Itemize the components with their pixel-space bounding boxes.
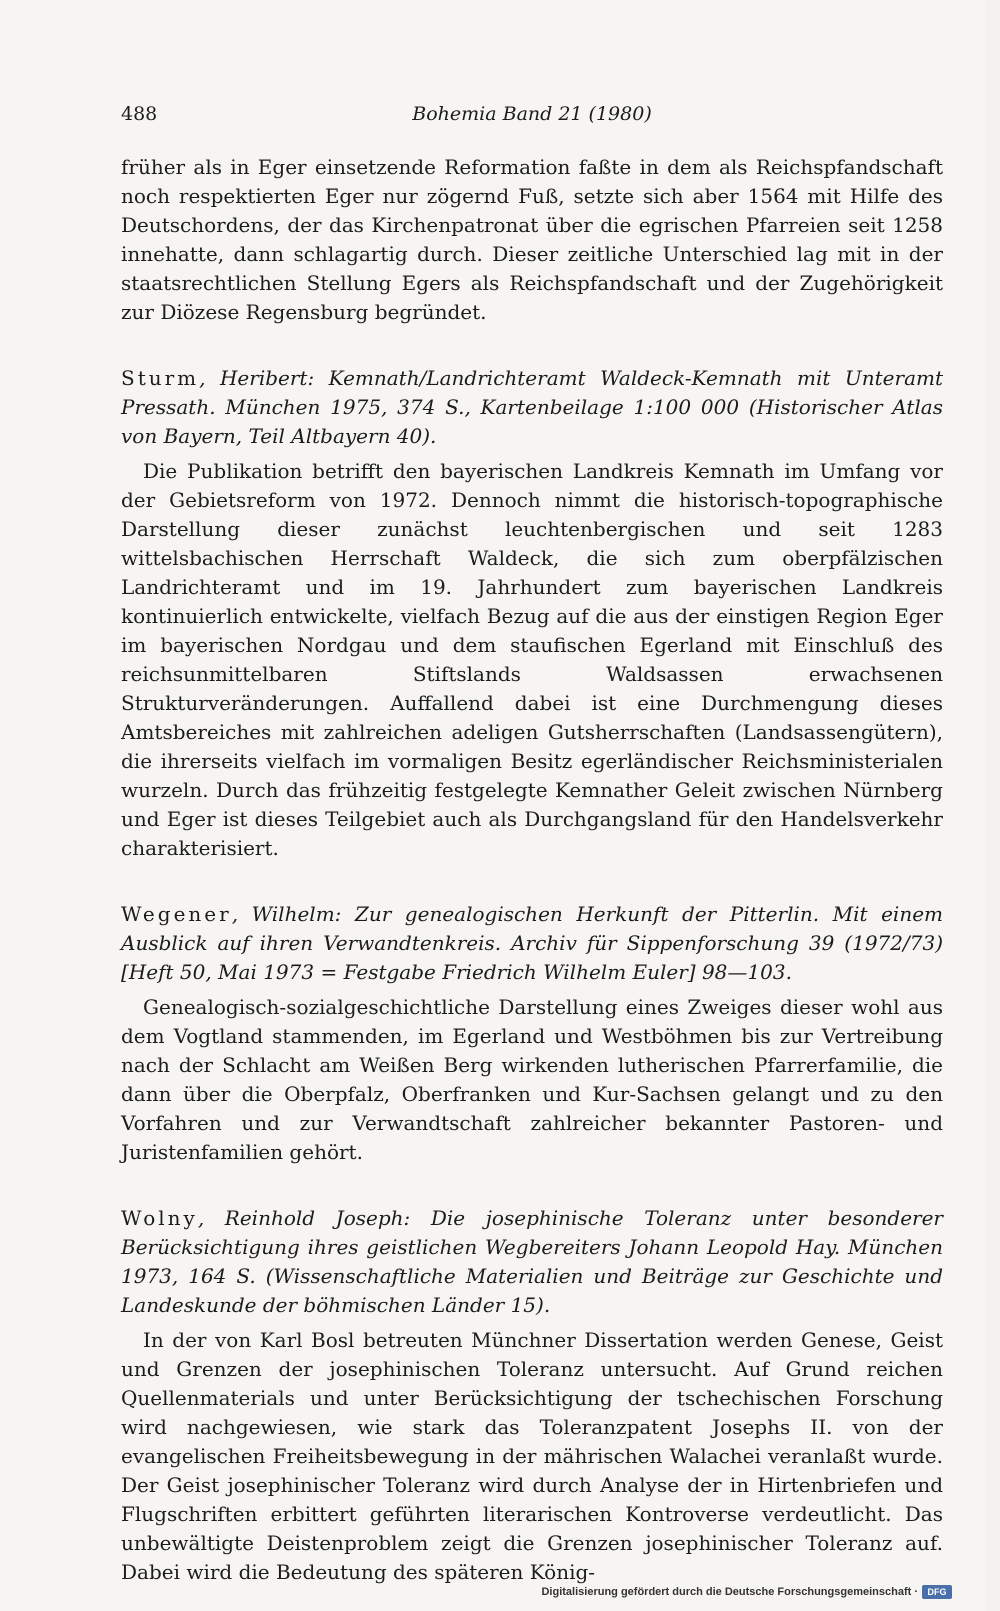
citation	[121, 364, 943, 451]
digitization-footer	[541, 1585, 952, 1599]
author-name: Wolny	[121, 1206, 198, 1230]
author-name: Sturm	[121, 366, 200, 390]
page-header	[121, 103, 943, 129]
page-body	[121, 153, 943, 1587]
citation	[121, 900, 943, 987]
bibliography-entry-wegener	[121, 900, 943, 1167]
bibliography-entry-wolny	[121, 1204, 943, 1587]
citation	[121, 1204, 943, 1320]
intro-paragraph: früher als in Eger einsetzende Reformation faßte in dem als Reichspfandschaft noch respektierten Eger nur zögernd Fuß, setzte sich aber 1564 mit Hilfe des Deutschordens, der das Kirchenpatronat über die egrischen Pfarreien seit 1258 innehatte, dann schlagartig durch. Dieser zeitliche Unterschied lag mit in der staatsrechtlichen Stellung Egers als Reichspfandschaft und der Zugehörigkeit zur Diözese Regensburg begründet.	[121, 155, 943, 324]
running-title: Bohemia Band 21 (1980)	[412, 103, 652, 125]
footer-credit: Digitalisierung gefördert durch die Deutsche Forschungsgemeinschaft ·	[541, 1586, 918, 1598]
review-text: Die Publikation betrifft den bayerischen Landkreis Kemnath im Umfang vor der Gebietsreform von 1972. Dennoch nimmt die historisch-topographische Darstellung dieser zunächst leuchtenbergischen und seit 1283 wittelsbachischen Herrschaft Waldeck, die sich zum oberpfälzischen Landrichteramt und im 19. Jahrhundert zum bayerischen Landkreis kontinuierlich entwickelte, vielfach Bezug auf die aus der einstigen Region Eger im bayerischen Nordgau und dem staufischen Egerland mit Einschluß des reichsunmittelbaren Stiftslands Waldsassen erwachsenen Strukturveränderungen. Auffallend dabei ist eine Durchmengung dieses Amtsbereiches mit zahlreichen adeligen Gutsherrschaften (Landsassengütern), die ihrerseits vielfach im vormaligen Besitz egerländischer Reichsministerialen wurzeln. Durch das frühzeitig festgelegte Kemnather Geleit zwischen Nürnberg und Eger ist dieses Teilgebiet auch als Durchgangsland für den Handelsverkehr charakterisiert.	[121, 459, 943, 860]
citation-details: , Wilhelm: Zur genealogischen Herkunft der Pitterlin. Mit einem Ausblick auf ihren Verwandtenkreis. Archiv für Sippenforschung 39 (1972/73) [Heft 50, Mai 1973 = Festgabe Friedrich Wilhelm Euler] 98—103.	[121, 902, 943, 984]
citation-details: , Heribert: Kemnath/Landrichteramt Waldeck-Kemnath mit Unteramt Pressath. München 1975, 374 S., Kartenbeilage 1:100 000 (Historischer Atlas von Bayern, Teil Altbayern 40).	[121, 366, 943, 448]
citation-details: , Reinhold Joseph: Die josephinische Toleranz unter besonderer Berücksichtigung ihres geistlichen Wegbereiters Johann Leopold Hay. München 1973, 164 S. (Wissenschaftliche Materialien und Beiträge zur Geschichte und Landeskunde der böhmischen Länder 15).	[121, 1206, 943, 1317]
page-number: 488	[121, 103, 158, 125]
author-name: Wegener	[121, 902, 232, 926]
bibliography-entry-sturm	[121, 364, 943, 863]
review-text: In der von Karl Bosl betreuten Münchner Dissertation werden Genese, Geist und Grenzen der josephinischen Toleranz untersucht. Auf Grund reichen Quellenmaterials und unter Berücksichtigung der tschechischen Forschung wird nachgewiesen, wie stark das Toleranzpatent Josephs II. von der evangelischen Freiheitsbewegung in der mährischen Walachei veranlaßt wurde. Der Geist josephinischer Toleranz wird durch Analyse der in Hirtenbriefen und Flugschriften erbittert geführten literarischen Kontroverse verdeutlicht. Das unbewältigte Deistenproblem zeigt die Grenzen josephinischer Toleranz auf. Dabei wird die Bedeutung des späteren König-	[121, 1328, 943, 1584]
review-text: Genealogisch-sozialgeschichtliche Darstellung eines Zweiges dieser wohl aus dem Vogtland stammenden, im Egerland und Westböhmen bis zur Vertreibung nach der Schlacht am Weißen Berg wirkenden lutherischen Pfarrerfamilie, die dann über die Oberpfalz, Oberfranken und Kur-Sachsen gelangt und zu den Vorfahren und zur Verwandtschaft zahlreicher bekannter Pastoren- und Juristenfamilien gehört.	[121, 995, 943, 1164]
dfg-logo: DFG	[922, 1585, 952, 1599]
